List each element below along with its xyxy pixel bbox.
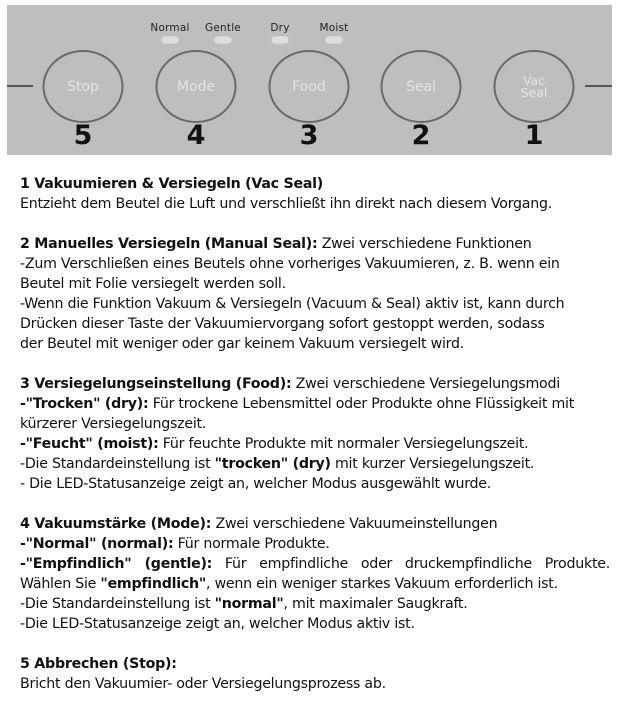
section-stop: [20, 654, 610, 694]
led-gentle-indicator: [214, 36, 232, 44]
section-4-gentle-label: -"Empfindlich" (gentle):: [20, 556, 213, 572]
food-button: [269, 50, 350, 123]
section-4-heading-line: [20, 514, 610, 534]
led-moist-indicator: [325, 36, 343, 44]
instructions-text: [20, 174, 610, 714]
section-2-line-2: Beutel mit Folie versiegelt werden soll.: [20, 276, 286, 292]
section-4-gentle-text: Für empfindliche oder druckempfindliche Produkte.: [212, 556, 610, 572]
section-4-led-line: -Die LED-Statusanzeige zeigt an, welcher Modus aktiv ist.: [20, 616, 415, 632]
section-food: [20, 374, 610, 494]
section-3-led-line: - Die LED-Statusanzeige zeigt an, welcher Modus ausgewählt wurde.: [20, 476, 492, 492]
section-3-moist-line: [20, 434, 610, 454]
section-4-choose-value: "empfindlich": [100, 576, 207, 592]
section-3-dry-label: -"Trocken" (dry):: [20, 396, 149, 412]
led-dry-indicator: [271, 36, 289, 44]
seal-button-number: 2: [411, 120, 431, 151]
food-button-number: 3: [299, 120, 319, 151]
section-5-line-1: Bricht den Vakuumier- oder Versiegelungsprozess ab.: [20, 676, 386, 692]
seal-button-label: Seal: [406, 78, 436, 95]
section-4-heading: 4 Vakuumstärke (Mode):: [20, 516, 212, 532]
section-2-line-4: Drücken dieser Taste der Vakuumiervorgang sofort gestoppt werden, sodass: [20, 316, 545, 332]
mode-button: [156, 50, 237, 123]
section-1-line-1: Entzieht dem Beutel die Luft und verschließt ihn direkt nach diesem Vorgang.: [20, 196, 552, 212]
section-4-normal-text: Für normale Produkte.: [173, 536, 330, 552]
control-panel-image: [7, 5, 612, 155]
section-1-heading: 1 Vakuumieren & Versiegeln (Vac Seal): [20, 176, 324, 192]
led-label-gentle: Gentle: [205, 22, 241, 34]
section-3-heading-rest: Zwei verschiedene Versiegelungsmodi: [291, 376, 560, 392]
stop-button-number: 5: [73, 120, 93, 151]
food-button-label: Food: [292, 78, 326, 95]
section-3-moist-text: Für feuchte Produkte mit normaler Versiegelungszeit.: [158, 436, 529, 452]
section-1-heading-line: [20, 174, 610, 194]
led-label-dry: Dry: [270, 22, 290, 34]
seal-button: [381, 50, 462, 123]
section-3-heading-line: [20, 374, 610, 394]
section-3-dry-line-2: kürzerer Versiegelungszeit.: [20, 416, 207, 432]
vac-seal-button: [494, 50, 575, 123]
led-label-normal: Normal: [150, 22, 190, 34]
section-2-line-5: der Beutel mit weniger oder gar keinem Vakuum versiegelt wird.: [20, 336, 464, 352]
section-3-dry-line: [20, 394, 610, 414]
right-edge-line: [585, 85, 612, 87]
section-4-heading-rest: Zwei verschiedene Vakuumeinstellungen: [211, 516, 498, 532]
led-normal-indicator: [161, 36, 179, 44]
stop-button: [43, 50, 124, 123]
section-2-line-1: -Zum Verschließen eines Beutels ohne vorheriges Vakuumieren, z. B. wenn ein: [20, 256, 560, 272]
section-3-dry-text: Für trockene Lebensmittel oder Produkte ohne Flüssigkeit mit: [148, 396, 575, 412]
left-edge-line: [7, 85, 33, 87]
section-mode: [20, 514, 610, 634]
section-3-default-pre: -Die Standardeinstellung ist: [20, 456, 215, 472]
section-2-line-3: -Wenn die Funktion Vakuum & Versiegeln (Vacuum & Seal) aktiv ist, kann durch: [20, 296, 565, 312]
section-4-default-value: "normal": [214, 596, 284, 612]
section-2-heading-rest: Zwei verschiedene Funktionen: [317, 236, 532, 252]
section-4-default-pre: -Die Standardeinstellung ist: [20, 596, 215, 612]
section-4-normal-line: [20, 534, 610, 554]
section-vac-seal: [20, 174, 610, 214]
section-3-moist-label: -"Feucht" (moist):: [20, 436, 159, 452]
section-5-heading-line: [20, 654, 610, 674]
section-4-choose-post: , wenn ein weniger starkes Vakuum erforderlich ist.: [206, 576, 558, 592]
section-4-choose-line: [20, 574, 610, 594]
section-3-default-line: [20, 454, 610, 474]
stop-button-label: Stop: [67, 78, 99, 95]
section-5-heading: 5 Abbrechen (Stop):: [20, 656, 177, 672]
section-3-heading: 3 Versiegelungseinstellung (Food):: [20, 376, 292, 392]
section-4-gentle-line: [20, 554, 610, 574]
section-2-heading: 2 Manuelles Versiegeln (Manual Seal):: [20, 236, 318, 252]
section-3-default-post: mit kurzer Versiegelungszeit.: [330, 456, 535, 472]
section-4-default-post: , mit maximaler Saugkraft.: [283, 596, 468, 612]
mode-button-label: Mode: [176, 78, 216, 95]
vac-seal-label-line1: Vac: [522, 72, 546, 88]
vac-seal-button-number: 1: [524, 120, 544, 151]
section-manual-seal: [20, 234, 610, 354]
section-4-choose-pre: Wählen Sie: [20, 576, 101, 592]
vac-seal-label-line2: Seal: [520, 84, 548, 100]
section-2-heading-line: [20, 234, 610, 254]
led-label-moist: Moist: [319, 22, 349, 34]
section-4-default-line: [20, 594, 610, 614]
section-3-default-value: "trocken" (dry): [214, 456, 331, 472]
mode-button-number: 4: [186, 120, 206, 151]
section-4-normal-label: -"Normal" (normal):: [20, 536, 174, 552]
